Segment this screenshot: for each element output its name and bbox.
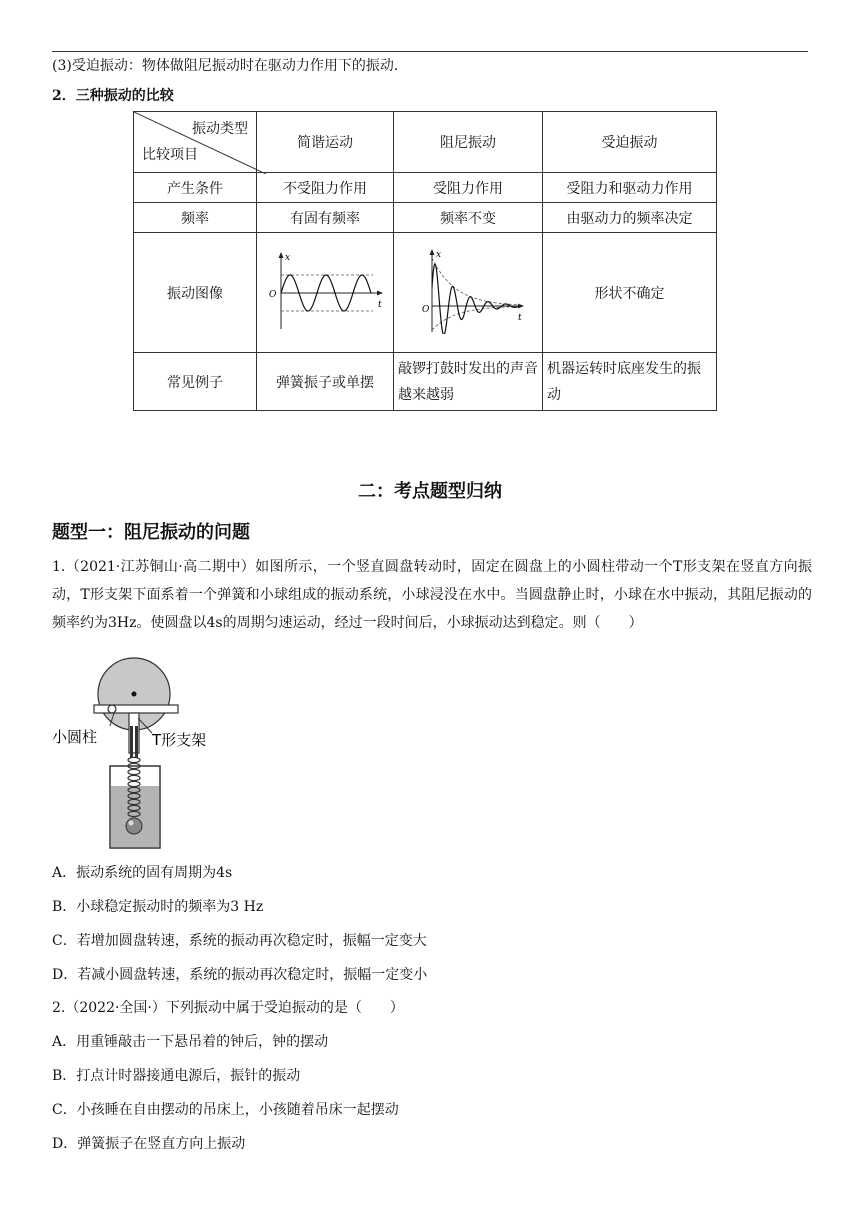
axis-x-label: x — [436, 249, 442, 260]
table-cell: 受阻力和驱动力作用 — [543, 173, 717, 203]
table-cell: 由驱动力的频率决定 — [543, 203, 717, 233]
axis-x-label: x — [285, 252, 291, 263]
damped-graph — [394, 233, 543, 353]
table-cell: 频率不变 — [394, 203, 543, 233]
table-cell: 形状不确定 — [543, 233, 717, 353]
type-title: 题型一：阻尼振动的问题 — [52, 522, 250, 543]
table-row — [134, 233, 717, 353]
corner-top-label: 振动类型 — [192, 121, 248, 137]
table-cell: 受阻力作用 — [394, 173, 543, 203]
q1-option-c: C．若增加圆盘转速，系统的振动再次稳定时，振幅一定变大 — [52, 933, 427, 949]
intro-line: (3)受迫振动：物体做阻尼振动时在驱动力作用下的振动． — [52, 58, 408, 74]
corner-bottom-label: 比较项目 — [142, 147, 198, 163]
table-cell: 机器运转时底座发生的振动 — [543, 353, 717, 411]
q2-option-d: D．弹簧振子在竖直方向上振动 — [52, 1136, 246, 1152]
apparatus-figure — [52, 654, 232, 854]
table-cell: 不受阻力作用 — [257, 173, 394, 203]
cylinder-label: 小圆柱 — [52, 728, 98, 746]
row-label: 产生条件 — [134, 173, 257, 203]
q2-option-b: B．打点计时器接通电源后，振针的振动 — [52, 1068, 301, 1084]
question-1-text: 1.（2021·江苏铜山·高二期中）如图所示，一个竖直圆盘转动时，固定在圆盘上的小圆柱带动一个T形支架在竖直方向振动，T形支架下面系着一个弹簧和小球组成的振动系统，小球浸没在水中。当圆盘静止时，小球在水中振动，其阻尼振动的频率约为3Hz。使圆盘以4s的周期匀速运动，经过一段时间后，小球振动达到稳定。则（ ） — [52, 559, 812, 631]
row-label: 常见例子 — [134, 353, 257, 411]
axis-t-label: t — [378, 299, 382, 310]
header-cell: 简谐运动 — [257, 112, 394, 173]
question-2-text: 2.（2022·全国·）下列振动中属于受迫振动的是（ ） — [52, 1000, 404, 1016]
header-rule — [52, 51, 808, 52]
header-cell: 阻尼振动 — [394, 112, 543, 173]
table-row — [134, 203, 717, 233]
corner-cell — [134, 112, 257, 173]
table-header-row — [134, 112, 717, 173]
axis-t-label: t — [518, 312, 522, 323]
table-row — [134, 173, 717, 203]
axis-origin-label: O — [269, 289, 277, 300]
q2-option-a: A．用重锤敲击一下悬吊着的钟后，钟的摆动 — [52, 1034, 329, 1050]
row-label: 频率 — [134, 203, 257, 233]
simple-harmonic-graph — [257, 233, 394, 353]
q1-option-d: D．若减小圆盘转速，系统的振动再次稳定时，振幅一定变小 — [52, 967, 428, 983]
damped-wave-graph — [402, 248, 534, 334]
row-label: 振动图像 — [134, 233, 257, 353]
part-title: 二：考点题型归纳 — [358, 481, 502, 502]
table-cell: 弹簧振子或单摆 — [257, 353, 394, 411]
q1-option-a: A．振动系统的固有周期为4s — [52, 865, 233, 881]
q2-option-c: C．小孩睡在自由摆动的吊床上，小孩随着吊床一起摆动 — [52, 1102, 399, 1118]
comparison-table — [133, 111, 717, 411]
bracket-label: T形支架 — [152, 731, 207, 749]
header-cell: 受迫振动 — [543, 112, 717, 173]
axis-origin-label: O — [422, 304, 430, 315]
table-cell: 敲锣打鼓时发出的声音越来越弱 — [394, 353, 543, 411]
table-row — [134, 353, 717, 411]
sine-wave-graph — [261, 251, 389, 331]
table-cell: 有固有频率 — [257, 203, 394, 233]
q1-option-b: B．小球稳定振动时的频率为3 Hz — [52, 899, 264, 915]
section-title: 2．三种振动的比较 — [52, 88, 174, 104]
